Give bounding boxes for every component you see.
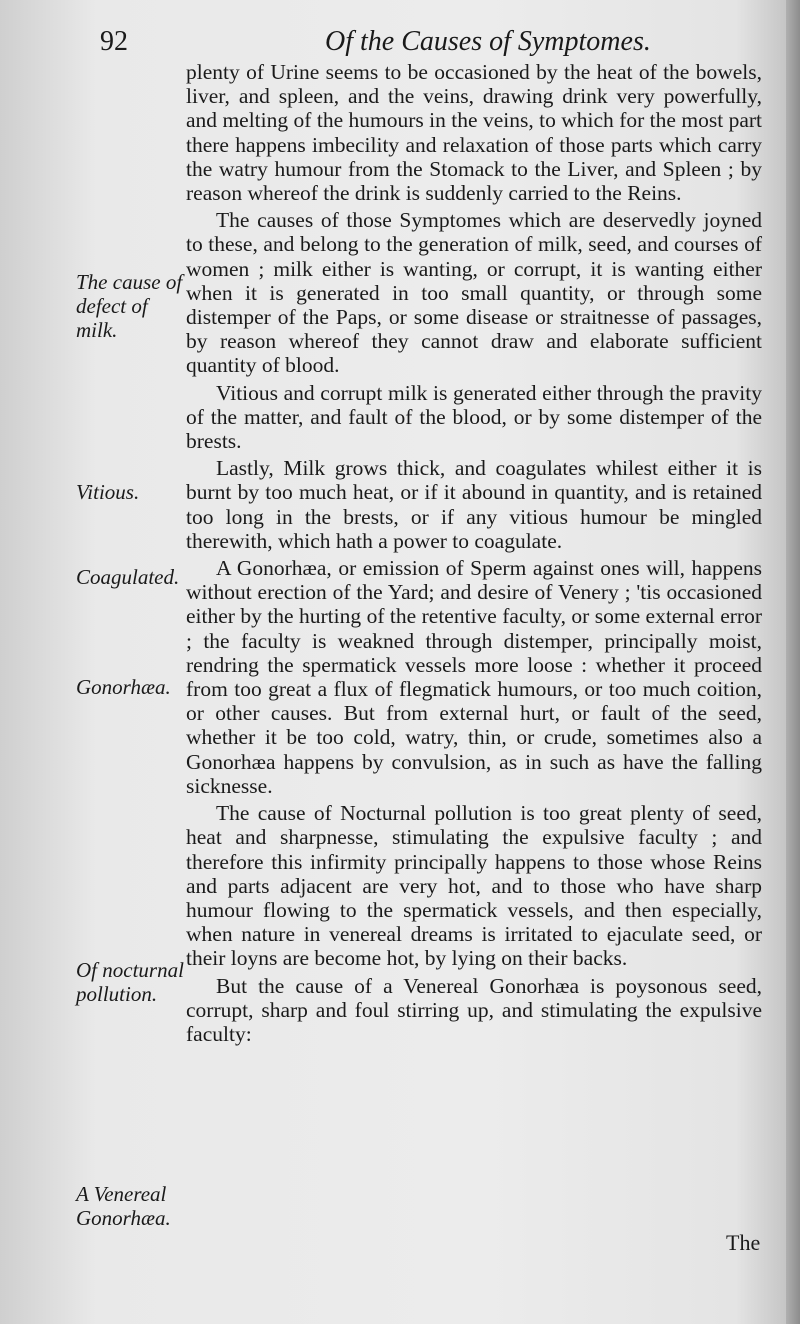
paragraph-defect-of-milk: The causes of those Symptomes which are deservedly joyned to these, and belong to the generation of milk, seed, and courses of women ; milk either is wanting, or corrupt, it is wanting either when it is generated in too small quantity, or through some distemper of the Paps, or some disease or straitnesse of passages, by reason whereof they cannot draw and elaborate sufficient quantity of blood. xyxy=(186,208,762,378)
page-header xyxy=(100,20,760,60)
marginal-note-nocturnal-pollution: Of nocturnal pollution. xyxy=(76,958,184,1006)
marginal-note-vitious: Vitious. xyxy=(76,480,140,504)
marginal-note-venereal-gonorhaea: A Venereal Gonorhæa. xyxy=(76,1182,171,1230)
paragraph-coagulated-milk: Lastly, Milk grows thick, and coagulates whilest either it is burnt by too much heat, or if it abound in quantity, and is retained too long in the brests, or if any vitious humour be mingled therewith, which hath a power to coagulate. xyxy=(186,456,762,553)
paragraph-vitious-milk: Vitious and corrupt milk is generated either through the pravity of the matter, and fault of the blood, or by some distemper of the brests. xyxy=(186,380,762,454)
page-number: 92 xyxy=(100,26,128,57)
paragraph-gonorhaea: A Gonorhæa, or emission of Sperm against ones will, happens without erection of the Yard; and desire of Venery ; 'tis occasioned either by the hurting of the retentive faculty, or some external error ; the faculty is weakned through distemper, principally moist, rendring the spermatick vessels more loose : whether it proceed from too great a flux of flegmatick humours, or too much coition, or other causes. But from external hurt, or fault of the seed, whether it be too cold, watry, thin, or crude, sometimes also a Gonorhæa happens by convulsion, as in such as have the falling sicknesse. xyxy=(186,556,762,798)
catchword: The xyxy=(726,1230,761,1255)
running-head: Of the Causes of Symptomes. xyxy=(325,26,651,57)
body-text xyxy=(186,60,762,1049)
paragraph-venereal-gonorhaea: But the cause of a Venereal Gonorhæa is poysonous seed, corrupt, sharp and foul stirring up, and stimulating the expulsive faculty: xyxy=(186,973,762,1046)
paragraph-urine: plenty of Urine seems to be occasioned by the heat of the bowels, liver, and spleen, and the veins, drawing drink very powerfully, and melting of the humours in the veins, to which for the most part there happens imbecility and relaxation of those parts which carry the watry humour from the Stomack to the Liver, and Spleen ; by reason whereof the drink is suddenly carried to the Reins. xyxy=(186,60,762,206)
paragraph-nocturnal-pollution: The cause of Nocturnal pollution is too great plenty of seed, heat and sharpnesse, stimulating the expulsive faculty ; and therefore this infirmity principally happens to those whose Reins and parts adjacent are very hot, and to those who have sharp humour flowing to the spermatick vessels, and then especially, when nature in venereal dreams is irritated to ejaculate seed, or their loyns are become hot, by lying on their backs. xyxy=(186,801,762,971)
marginal-note-defect-of-milk: The cause of defect of milk. xyxy=(76,270,183,342)
page-edge xyxy=(786,0,800,1324)
marginal-note-gonorhaea: Gonorhæa. xyxy=(76,675,171,699)
marginal-note-coagulated: Coagulated. xyxy=(76,565,180,589)
